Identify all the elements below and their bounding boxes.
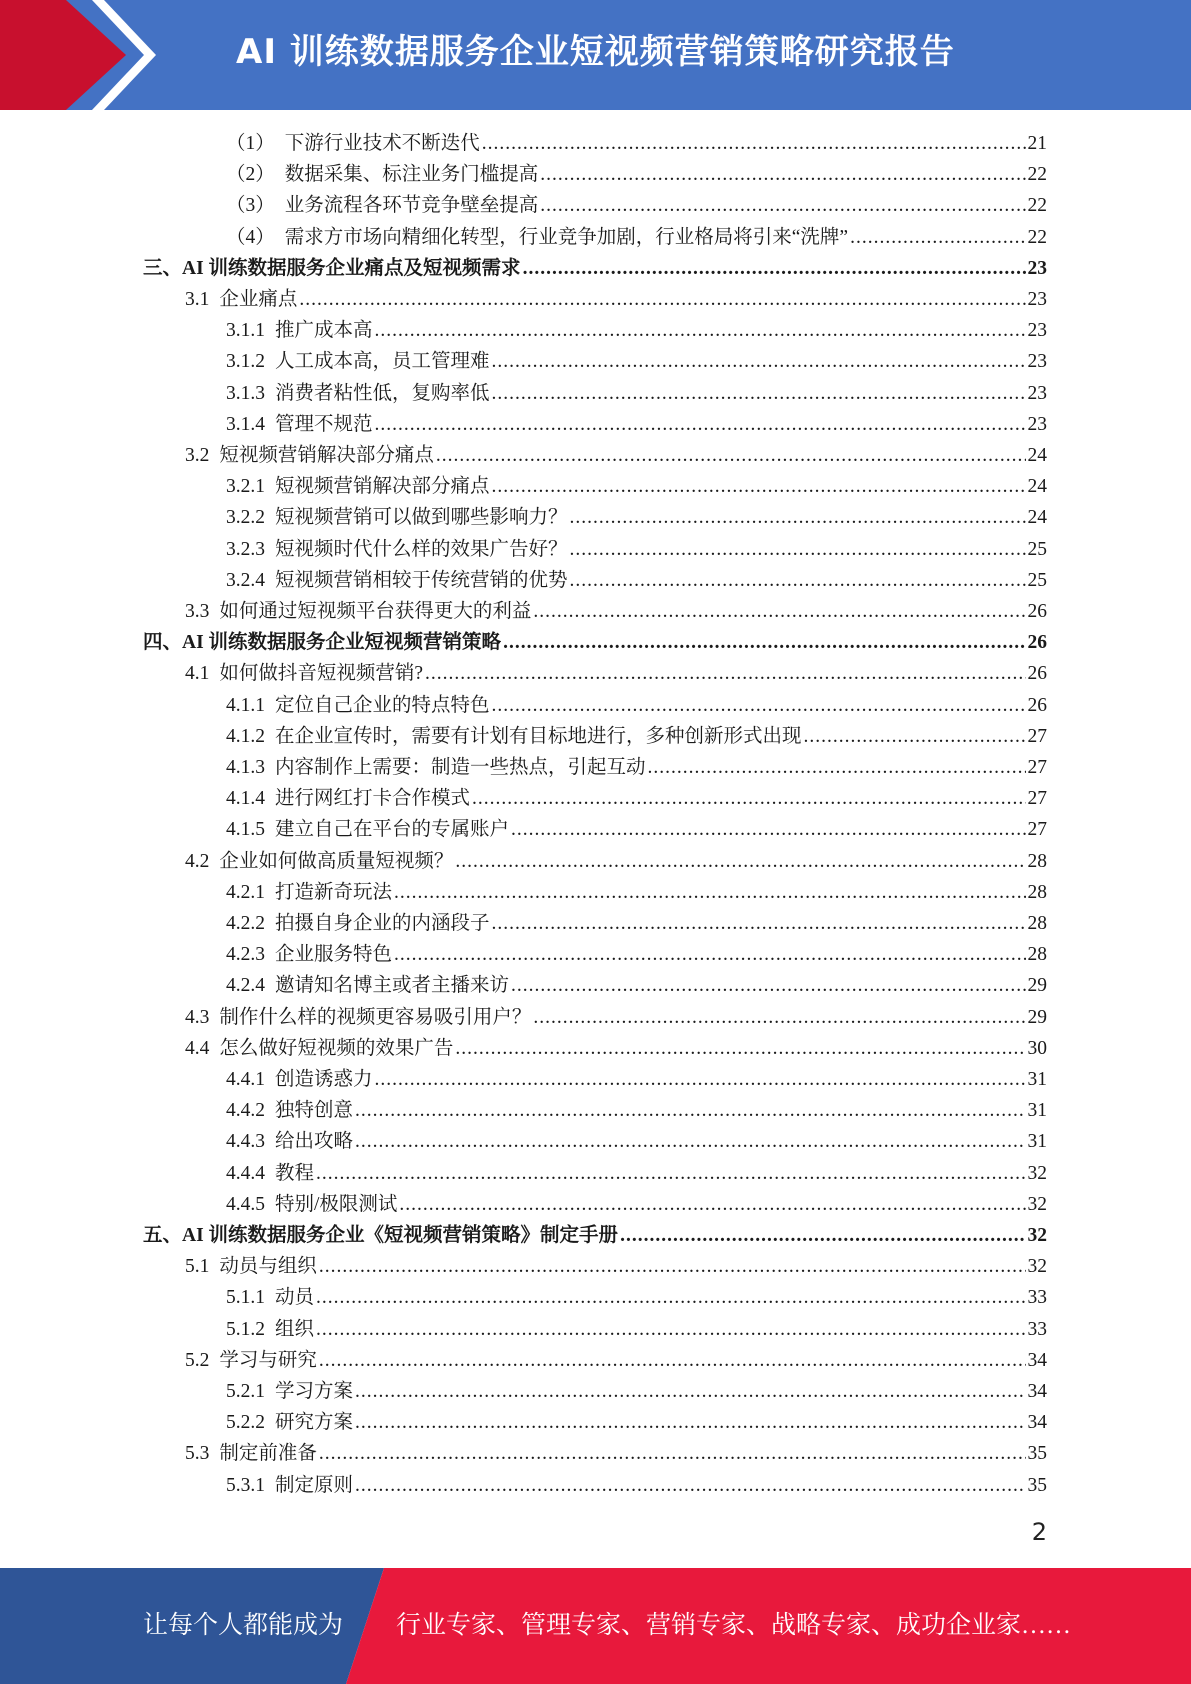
toc-entry-page: 27 — [1027, 725, 1047, 747]
toc-dot-leader — [355, 1470, 1025, 1501]
toc-entry-number: 三、 — [143, 257, 183, 279]
toc-entry-title: 特别/极限测试 — [275, 1193, 398, 1215]
toc-entry-title: 企业服务特色 — [275, 944, 393, 966]
toc-entry[interactable] — [226, 877, 1047, 908]
toc-entry-page: 31 — [1027, 1131, 1047, 1153]
toc-entry-page: 23 — [1027, 413, 1047, 435]
toc-entry-title: 推广成本高 — [275, 320, 373, 342]
toc-entry-title: 下游行业技术不断迭代 — [284, 133, 480, 154]
toc-entry[interactable] — [226, 970, 1047, 1001]
toc-dot-leader — [355, 1126, 1025, 1157]
toc-entry-page: 31 — [1027, 1069, 1047, 1090]
toc-entry-page: 33 — [1027, 1287, 1047, 1309]
toc-entry-page: 22 — [1027, 195, 1047, 217]
toc-dot-leader — [511, 970, 1025, 1001]
toc-entry-page: 25 — [1027, 538, 1047, 560]
toc-entry-page: 23 — [1027, 257, 1047, 279]
toc-entry-title: 邀请知名博主或者主播来访 — [275, 975, 510, 997]
toc-entry[interactable] — [226, 1407, 1047, 1438]
toc-entry-title: 建立自己在平台的专属账户 — [275, 819, 510, 841]
toc-dot-leader — [316, 1282, 1025, 1313]
toc-entry-number: 4.2.3 — [226, 944, 265, 966]
toc-entry[interactable] — [226, 1126, 1047, 1157]
toc-entry-page: 29 — [1027, 975, 1047, 997]
toc-dot-leader — [399, 1189, 1025, 1220]
toc-entry-title: 在企业宣传时，需要有计划有目标地进行，多种创新形式出现 — [275, 725, 802, 747]
toc-entry[interactable] — [226, 502, 1047, 533]
toc-dot-leader — [492, 346, 1026, 377]
toc-entry-number: （1） — [226, 133, 275, 154]
toc-entry-page: 23 — [1027, 289, 1047, 310]
toc-entry-page: 28 — [1027, 881, 1047, 903]
toc-entry[interactable] — [185, 658, 1047, 689]
toc-entry[interactable] — [226, 814, 1047, 845]
toc-entry-number: 3.3 — [185, 601, 210, 622]
toc-entry-page: 27 — [1027, 788, 1047, 810]
toc-entry-number: 3.1.4 — [226, 413, 265, 435]
toc-dot-leader — [375, 315, 1026, 346]
toc-entry-number: 5.2.1 — [226, 1381, 265, 1402]
toc-dot-leader — [375, 409, 1026, 440]
toc-entry[interactable] — [226, 346, 1047, 377]
toc-entry-page: 35 — [1027, 1474, 1047, 1496]
toc-entry-number: 3.1 — [185, 289, 210, 310]
toc-entry-title: 内容制作上需要：制造一些热点，引起互动 — [275, 757, 646, 778]
toc-entry-number: 5.1.2 — [226, 1318, 265, 1340]
toc-dot-leader — [492, 471, 1026, 502]
toc-entry-page: 32 — [1027, 1193, 1047, 1215]
toc-entry-number: 4.3 — [185, 1006, 210, 1028]
toc-entry-number: 四、 — [143, 632, 183, 654]
toc-entry-page: 23 — [1027, 351, 1047, 373]
toc-entry-title: 数据采集、标注业务门槛提高 — [284, 164, 539, 186]
toc-entry-page: 29 — [1027, 1006, 1047, 1028]
toc-entry-title: 打造新奇玩法 — [275, 881, 393, 903]
toc-entry-number: 4.4.2 — [226, 1100, 265, 1122]
toc-entry-page: 23 — [1027, 320, 1047, 342]
toc-entry-page: 35 — [1027, 1443, 1047, 1465]
toc-entry-page: 34 — [1027, 1349, 1047, 1371]
toc-entry-page: 28 — [1027, 913, 1047, 934]
toc-entry[interactable] — [143, 1220, 1047, 1251]
toc-dot-leader — [511, 814, 1025, 845]
toc-entry-page: 27 — [1027, 819, 1047, 841]
toc-dot-leader — [375, 1064, 1026, 1095]
toc-entry[interactable] — [226, 939, 1047, 970]
toc-entry-number: 4.4.1 — [226, 1069, 265, 1090]
toc-dot-leader — [319, 1251, 1026, 1282]
toc-entry-page: 33 — [1027, 1318, 1047, 1340]
toc-entry-title: 制定原则 — [275, 1474, 354, 1496]
toc-entry-number: 4.2 — [185, 850, 210, 872]
toc-entry-page: 21 — [1027, 133, 1047, 154]
toc-entry-page: 28 — [1027, 850, 1047, 872]
toc-entry-page: 22 — [1027, 164, 1047, 186]
toc-entry[interactable] — [226, 1282, 1047, 1313]
toc-dot-leader — [492, 378, 1026, 409]
toc-entry-title: 企业如何做高质量短视频？ — [219, 850, 454, 872]
toc-dot-leader — [455, 1033, 1025, 1064]
toc-dot-leader — [394, 939, 1025, 970]
toc-entry-title: 制定前准备 — [219, 1443, 317, 1465]
toc-entry[interactable] — [185, 440, 1047, 471]
toc-entry-title: 给出攻略 — [275, 1131, 354, 1153]
toc-entry-number: （2） — [226, 164, 275, 186]
toc-entry-number: 3.2 — [185, 445, 210, 466]
toc-entry-number: 5.2.2 — [226, 1412, 265, 1434]
toc-entry-title: 研究方案 — [275, 1412, 354, 1434]
toc-entry[interactable] — [226, 315, 1047, 346]
toc-entry-title: AI 训练数据服务企业短视频营销策略 — [182, 632, 502, 654]
toc-entry-number: 4.1.2 — [226, 725, 265, 747]
toc-entry-number: 3.2.3 — [226, 538, 265, 560]
toc-dot-leader — [355, 1407, 1025, 1438]
toc-dot-leader — [299, 284, 1025, 315]
toc-entry-title: 定位自己企业的特点特色 — [275, 694, 490, 716]
toc-entry-title: 业务流程各环节竞争壁垒提高 — [284, 195, 539, 217]
toc-entry-number: 5.3 — [185, 1443, 210, 1465]
report-title: AI 训练数据服务企业短视频营销策略研究报告 — [236, 32, 955, 72]
toc-dot-leader — [540, 159, 1025, 190]
page-footer — [0, 1568, 1191, 1684]
toc-dot-leader — [492, 690, 1026, 721]
toc-entry-number: 4.1.3 — [226, 757, 265, 778]
toc-dot-leader — [472, 783, 1025, 814]
toc-entry-title: 怎么做好短视频的效果广告 — [219, 1037, 454, 1059]
footer-slogan-left: 让每个人都能成为 — [143, 1612, 344, 1639]
toc-entry-title: AI 训练数据服务企业痛点及短视频需求 — [182, 257, 521, 279]
toc-entry-page: 34 — [1027, 1412, 1047, 1434]
toc-entry-title: AI 训练数据服务企业《短视频营销策略》制定手册 — [182, 1225, 619, 1246]
toc-entry[interactable] — [226, 783, 1047, 814]
page-number: 2 — [1031, 1518, 1047, 1546]
toc-entry-number: 5.2 — [185, 1349, 210, 1371]
toc-dot-leader — [570, 534, 1026, 565]
toc-entry[interactable] — [226, 128, 1047, 159]
toc-entry[interactable] — [143, 253, 1047, 284]
toc-dot-leader — [425, 658, 1025, 689]
toc-entry-title: 企业痛点 — [219, 289, 298, 310]
toc-entry-number: 4.4.5 — [226, 1193, 265, 1215]
toc-entry[interactable] — [226, 721, 1047, 752]
toc-entry-title: 学习与研究 — [219, 1349, 317, 1371]
toc-dot-leader — [394, 877, 1025, 908]
toc-entry-number: 5.1 — [185, 1256, 210, 1278]
toc-entry-page: 24 — [1027, 507, 1047, 529]
toc-entry-title: 进行网红打卡合作模式 — [275, 788, 471, 810]
toc-entry-number: （3） — [226, 195, 275, 217]
toc-entry-number: 3.1.1 — [226, 320, 265, 342]
toc-entry-title: 短视频营销可以做到哪些影响力？ — [275, 507, 568, 529]
toc-entry-number: 4.1.5 — [226, 819, 265, 841]
toc-entry-number: 3.2.1 — [226, 476, 265, 498]
toc-dot-leader — [319, 1345, 1026, 1376]
toc-entry-title: 短视频营销相较于传统营销的优势 — [275, 569, 568, 591]
toc-entry[interactable] — [226, 471, 1047, 502]
toc-entry[interactable] — [226, 1158, 1047, 1189]
toc-dot-leader — [503, 627, 1025, 658]
toc-entry-page: 32 — [1027, 1256, 1047, 1278]
toc-dot-leader — [570, 565, 1026, 596]
toc-dot-leader — [570, 502, 1026, 533]
toc-entry-number: 4.4 — [185, 1037, 210, 1059]
toc-entry-number: 4.4.4 — [226, 1162, 265, 1184]
toc-entry[interactable] — [226, 1064, 1047, 1095]
toc-dot-leader — [540, 190, 1025, 221]
toc-entry[interactable] — [226, 690, 1047, 721]
toc-entry-page: 26 — [1027, 632, 1047, 654]
toc-entry[interactable] — [226, 534, 1047, 565]
toc-entry-title: 消费者粘性低，复购率低 — [275, 382, 490, 404]
toc-entry-title: 管理不规范 — [275, 413, 373, 435]
toc-entry-number: 4.2.1 — [226, 881, 265, 903]
toc-entry-number: 4.4.3 — [226, 1131, 265, 1153]
toc-entry-page: 30 — [1027, 1037, 1047, 1059]
toc-entry-number: 3.1.2 — [226, 351, 265, 373]
toc-entry-title: 拍摄自身企业的内涵段子 — [275, 913, 490, 934]
toc-dot-leader — [533, 1002, 1025, 1033]
toc-entry[interactable] — [226, 565, 1047, 596]
toc-dot-leader — [355, 1095, 1025, 1126]
toc-entry-number: 3.1.3 — [226, 382, 265, 404]
toc-entry[interactable] — [226, 1376, 1047, 1407]
toc-entry-page: 27 — [1027, 757, 1047, 778]
toc-entry-title: 人工成本高，员工管理难 — [275, 351, 490, 373]
toc-entry-page: 26 — [1027, 694, 1047, 716]
toc-dot-leader — [850, 222, 1025, 253]
toc-entry-number: 5.1.1 — [226, 1287, 265, 1309]
toc-entry-page: 28 — [1027, 944, 1047, 966]
toc-entry-title: 短视频营销解决部分痛点 — [219, 445, 434, 466]
toc-entry[interactable] — [226, 190, 1047, 221]
toc-dot-leader — [316, 1158, 1025, 1189]
toc-entry[interactable] — [185, 1033, 1047, 1064]
toc-dot-leader — [804, 721, 1026, 752]
toc-entry[interactable] — [185, 846, 1047, 877]
toc-entry-title: 如何做抖音短视频营销? — [219, 663, 424, 685]
toc-entry-title: 创造诱惑力 — [275, 1069, 373, 1090]
toc-entry-number: 3.2.2 — [226, 507, 265, 529]
toc-entry-title: 组织 — [275, 1318, 315, 1340]
toc-entry[interactable] — [226, 409, 1047, 440]
toc-entry[interactable] — [226, 159, 1047, 190]
toc-entry-title: 独特创意 — [275, 1100, 354, 1122]
toc-dot-leader — [620, 1220, 1025, 1251]
toc-entry-title: 动员 — [275, 1287, 315, 1309]
toc-entry-number: （4） — [226, 226, 275, 248]
toc-entry-page: 23 — [1027, 382, 1047, 404]
toc-entry-page: 34 — [1027, 1381, 1047, 1402]
toc-entry-number: 5.3.1 — [226, 1474, 265, 1496]
toc-entry[interactable] — [226, 1189, 1047, 1220]
toc-entry-title: 教程 — [275, 1162, 315, 1184]
toc-entry-title: 制作什么样的视频更容易吸引用户？ — [219, 1006, 532, 1028]
toc-entry[interactable] — [226, 1470, 1047, 1501]
toc-entry-title: 短视频时代什么样的效果广告好？ — [275, 538, 568, 560]
toc-entry[interactable] — [226, 378, 1047, 409]
toc-entry-title: 动员与组织 — [219, 1256, 317, 1278]
toc-entry-page: 22 — [1027, 226, 1047, 248]
toc-dot-leader — [455, 846, 1025, 877]
toc-entry-title: 如何通过短视频平台获得更大的利益 — [219, 601, 532, 622]
toc-dot-leader — [482, 128, 1026, 159]
toc-entry[interactable] — [143, 627, 1047, 658]
toc-entry-page: 31 — [1027, 1100, 1047, 1122]
toc-entry-title: 学习方案 — [275, 1381, 354, 1402]
footer-slogan-right: 行业专家、管理专家、营销专家、战略专家、成功企业家…… — [396, 1612, 1072, 1639]
toc-entry-number: 五、 — [143, 1225, 183, 1246]
toc-entry[interactable] — [185, 1345, 1047, 1376]
toc-entry[interactable] — [226, 908, 1047, 939]
toc-dot-leader — [492, 908, 1026, 939]
toc-entry-page: 32 — [1027, 1162, 1047, 1184]
toc-entry-number: 4.2.2 — [226, 913, 265, 934]
toc-entry-number: 4.1 — [185, 663, 210, 685]
toc-entry[interactable] — [226, 752, 1047, 783]
toc-dot-leader — [319, 1438, 1026, 1469]
toc-dot-leader — [436, 440, 1026, 471]
toc-dot-leader — [355, 1376, 1025, 1407]
toc-entry-title: 短视频营销解决部分痛点 — [275, 476, 490, 498]
toc-entry[interactable] — [226, 1095, 1047, 1126]
toc-entry-page: 24 — [1027, 476, 1047, 498]
toc-entry-page: 26 — [1027, 663, 1047, 685]
toc-entry-page: 26 — [1027, 601, 1047, 622]
toc-entry-page: 25 — [1027, 569, 1047, 591]
toc-entry-number: 4.2.4 — [226, 975, 265, 997]
toc-entry-page: 32 — [1027, 1225, 1047, 1246]
toc-dot-leader — [523, 253, 1026, 284]
toc-entry[interactable] — [185, 284, 1047, 315]
toc-dot-leader — [533, 596, 1025, 627]
toc-entry[interactable] — [226, 1314, 1047, 1345]
toc-entry[interactable] — [226, 222, 1047, 253]
toc-entry[interactable] — [185, 1002, 1047, 1033]
toc-entry-page: 24 — [1027, 445, 1047, 466]
page-header — [0, 0, 1191, 110]
toc-entry-number: 4.1.4 — [226, 788, 265, 810]
toc-entry-number: 3.2.4 — [226, 569, 265, 591]
toc-entry[interactable] — [185, 596, 1047, 627]
toc-entry[interactable] — [185, 1251, 1047, 1282]
toc-entry-number: 4.1.1 — [226, 694, 265, 716]
toc-dot-leader — [648, 752, 1026, 783]
toc-dot-leader — [316, 1314, 1025, 1345]
toc-entry[interactable] — [185, 1438, 1047, 1469]
toc-entry-title: 需求方市场向精细化转型，行业竞争加剧，行业格局将引来“洗牌” — [284, 226, 849, 248]
